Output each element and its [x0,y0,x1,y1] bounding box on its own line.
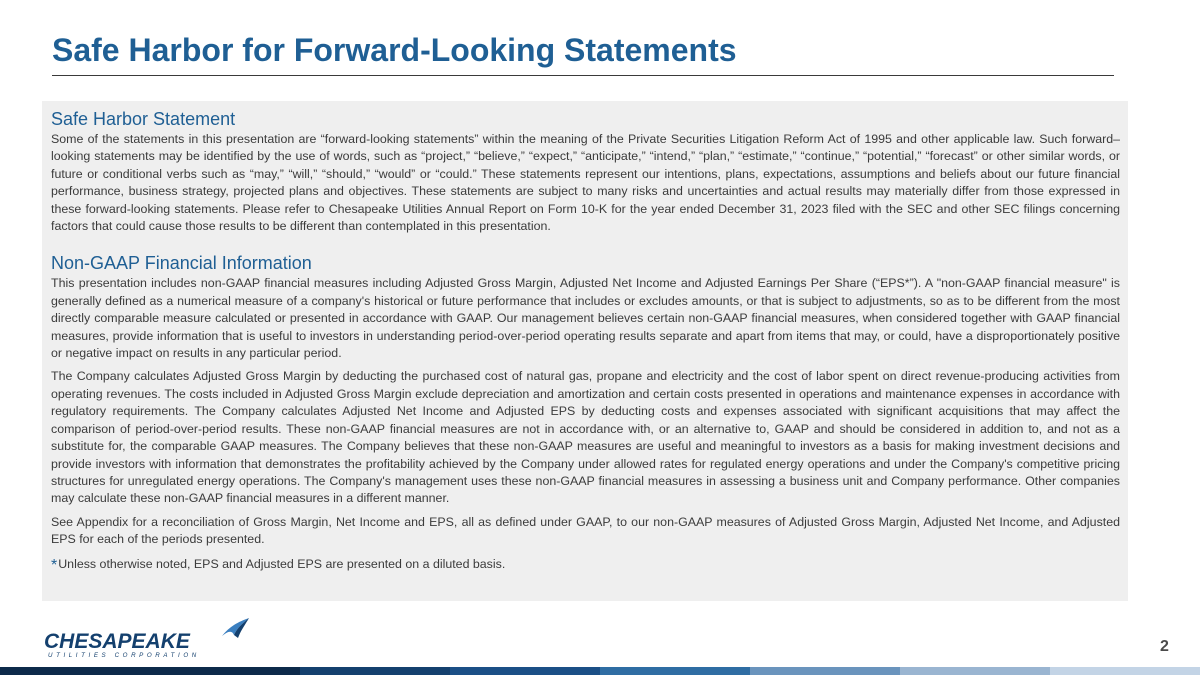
safe-harbor-body: Some of the statements in this presentation are “forward-looking statements” within the meaning of the Private Securities Litigation Reform Act of 1995 and other applicable law. Such forward–looking statements may be identified by the use of words, such as “project,” “believe,” “expect,” “anticipate,” “intend,” “plan,” “estimate,” “continue,” “potential,” “forecast” or other similar words, or future or conditional verbs such as “may,” “will,” “should,” “would” or “could.” These statements represent our intentions, plans, expectations, assumptions and beliefs about our future financial performance, business strategy, projected plans and objectives. These statements are subject to many risks and uncertainties and actual results may materially differ from those expressed in these forward-looking statements. Please refer to Chesapeake Utilities Annual Report on Form 10-K for the year ended December 31, 2023 filed with the SEC and other SEC filings concerning factors that could cause those results to be different than contemplated in this presentation. [51,132,1120,234]
non-gaap-paragraph-2: The Company calculates Adjusted Gross Margin by deducting the purchased cost of natural gas, propane and electricity and the cost of labor spent on direct revenue-producing activities from operating revenues. The costs included in Adjusted Gross Margin exclude depreciation and amortization and certain costs presented in operations and maintenance expenses in accordance with regulatory requirements. The Company calculates Adjusted Net Income and Adjusted EPS by deducting costs and expenses associated with significant acquisitions that may affect the comparison of period-over-period results. These non-GAAP financial measures are not in accordance with, or an alternative to, GAAP and should be considered in addition to, and not as a substitute for, the comparable GAAP measures. The Company believes that these non-GAAP measures are useful and meaningful to investors as a basis for making investment decisions and provide investors with information that demonstrates the profitability achieved by the Company under allowed rates for regulated energy operations and under the Company's competitive pricing structures for unregulated energy operations. The Company's management uses these non-GAAP financial measures in assessing a business unit and Company performance. Other companies may calculate these non-GAAP financial measures in a different manner. [51,369,1120,506]
title-divider [52,75,1114,76]
footer-segment [1050,667,1200,675]
footer-segment [0,667,300,675]
non-gaap-paragraph-1: This presentation includes non-GAAP financial measures including Adjusted Gross Margin, Adjusted Net Income and Adjusted Earnings Per Share (“EPS*”). A "non-GAAP financial measure" is generally defined as a numerical measure of a company's historical or future performance that includes or excludes amounts, or that is subject to adjustments, so as to be different from the most directly comparable measure calculated or presented in accordance with GAAP. Our management believes certain non-GAAP financial measures, when considered together with GAAP financial measures, provide information that is useful to investors in understanding period-over-period operating results separate and apart from items that may, or could, have a disproportionately positive or negative impact on results in any particular period. [51,276,1120,361]
safe-harbor-heading: Safe Harbor Statement [51,109,236,129]
footer-segment [600,667,750,675]
footnote-text: Unless otherwise noted, EPS and Adjusted EPS are presented on a diluted basis. [58,556,506,571]
content-inner [51,107,1120,575]
footer-segment [450,667,600,675]
non-gaap-paragraph-3: See Appendix for a reconciliation of Gross Margin, Net Income and EPS, all as defined under GAAP, to our non-GAAP measures of Adjusted Gross Margin, Adjusted Net Income, and Adjusted EPS for each of the periods presented. [51,514,1120,547]
footer-segment [300,667,450,675]
section-spacer [51,235,1120,251]
content-panel [42,101,1128,601]
page-number: 2 [1160,638,1169,655]
bird-icon [220,616,250,642]
non-gaap-heading: Non-GAAP Financial Information [51,253,312,274]
footer-segment [900,667,1050,675]
footnote-asterisk: * [51,556,58,574]
eps-footnote [51,555,1120,575]
logo-subtitle: UTILITIES CORPORATION [48,652,200,659]
company-logo [40,614,250,660]
logo-wordmark: CHESAPEAKE [44,630,190,653]
footer-segment [750,667,900,675]
footer-color-bar [0,667,1200,675]
page-title: Safe Harbor for Forward-Looking Statements [52,32,737,68]
